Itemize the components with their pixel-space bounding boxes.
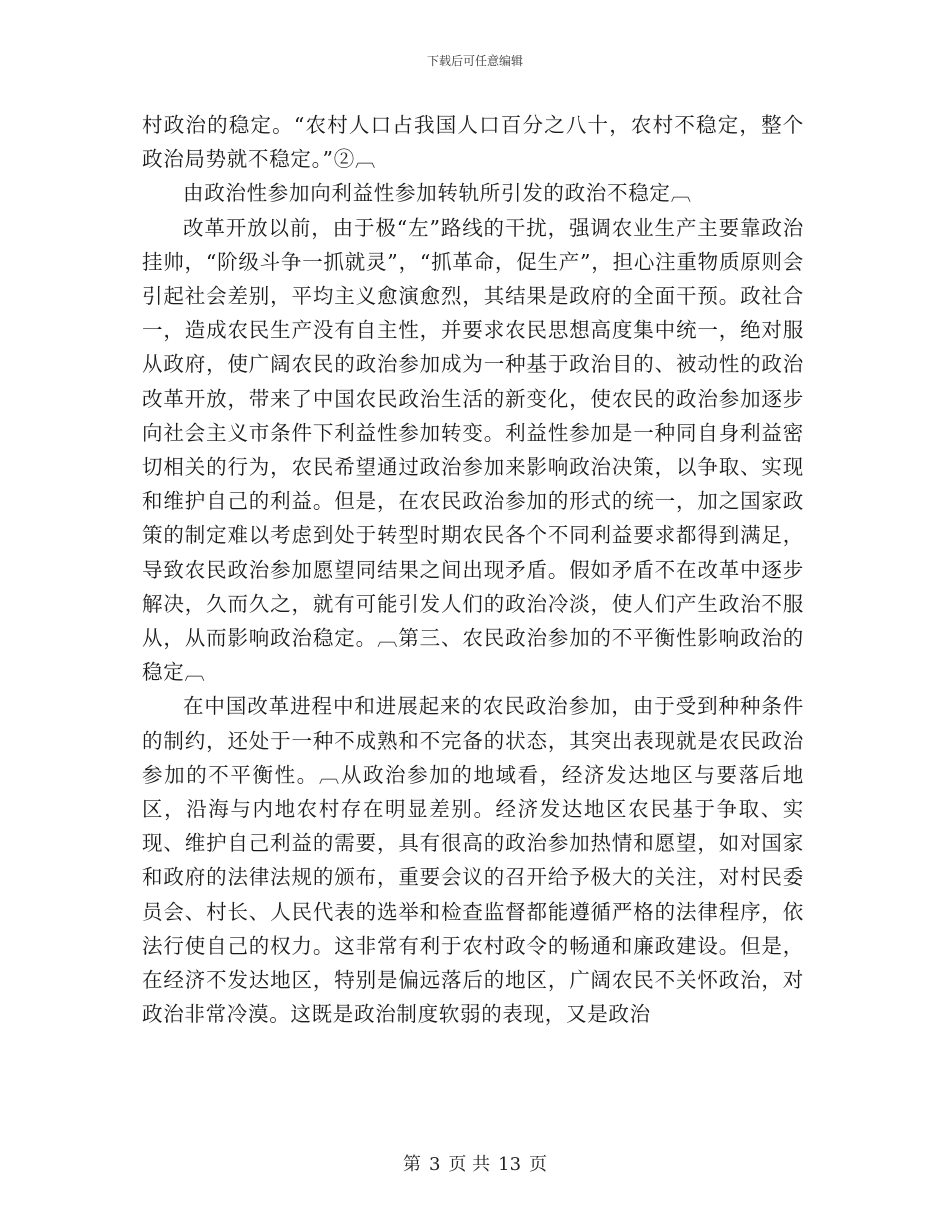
paragraph-2: 由政治性参加向利益性参加转轨所引发的政治不稳定︹ (183, 181, 692, 206)
page-footer (0, 1150, 950, 1176)
footer-total-pages: 13 (498, 1154, 522, 1175)
paragraph-3: 改革开放以前，由于极“左”路线的干扰，强调农业生产主要靠政治挂帅，“阶级斗争一抓就灵”，“抓革命，促生产”，担心注重物质原则会引起社会差别，平均主义愈演愈烈，其结果是政府的全面干预。政社合一，造成农民生产没有自主性，并要求农民思想高度集中统一，绝对服从政府，使广阔农民的政治参加成为一种基于政治目的、被动性的政治改革开放，带来了中国农民政治生活的新变化，使农民的政治参加逐步向社会主义市条件下利益性参加转变。利益性参加是一种同自身利益密切相关的行为，农民希望通过政治参加来影响政治决策，以争取、实现和维护自己的利益。但是，在农民政治参加的形式的统一，加之国家政策的制定难以考虑到处于转型时期农民各个不同利益要求都得到满足，导致农民政治参加愿望同结果之间出现矛盾。假如矛盾不在改革中逐步解决，久而久之，就有可能引发人们的政治冷淡，使人们产生政治不服从，从而影响政治稳定。︹第三、农民政治参加的不平衡性影响政治的稳定︹ (142, 215, 804, 685)
paragraph-4: 在中国改革进程中和进展起来的农民政治参加，由于受到种种条件的制约，还处于一种不成熟和不完备的状态，其突出表现就是农民政治参加的不平衡性。︹从政治参加的地域看，经济发达地区与要落后地区，沿海与内地农村存在明显差别。经济发达地区农民基于争取、实现、维护自己利益的需要，具有很高的政治参加热情和愿望，如对国家和政府的法律法规的颁布，重要会议的召开给予极大的关注，对村民委员会、村长、人民代表的选举和检查监督都能遵循严格的法律程序，依法行使自己的权力。这非常有利于农村政令的畅通和廉政建设。但是，在经济不发达地区，特别是偏远落后的地区，广阔农民不关怀政治，对政治非常冷漠。这既是政治制度软弱的表现，又是政治 (142, 694, 804, 1027)
footer-suffix: 页 (529, 1154, 548, 1175)
page-header: 下载后可任意编辑 (426, 54, 523, 68)
footer-prefix: 第 (402, 1154, 421, 1175)
paragraph-1: 村政治的稳定。“农村人口占我国人口百分之八十，农村不稳定，整个政治局势就不稳定。”②︹ (142, 113, 804, 172)
footer-page-number: 3 (428, 1154, 441, 1175)
document-body (142, 108, 804, 1031)
footer-middle: 页 共 (448, 1154, 491, 1175)
